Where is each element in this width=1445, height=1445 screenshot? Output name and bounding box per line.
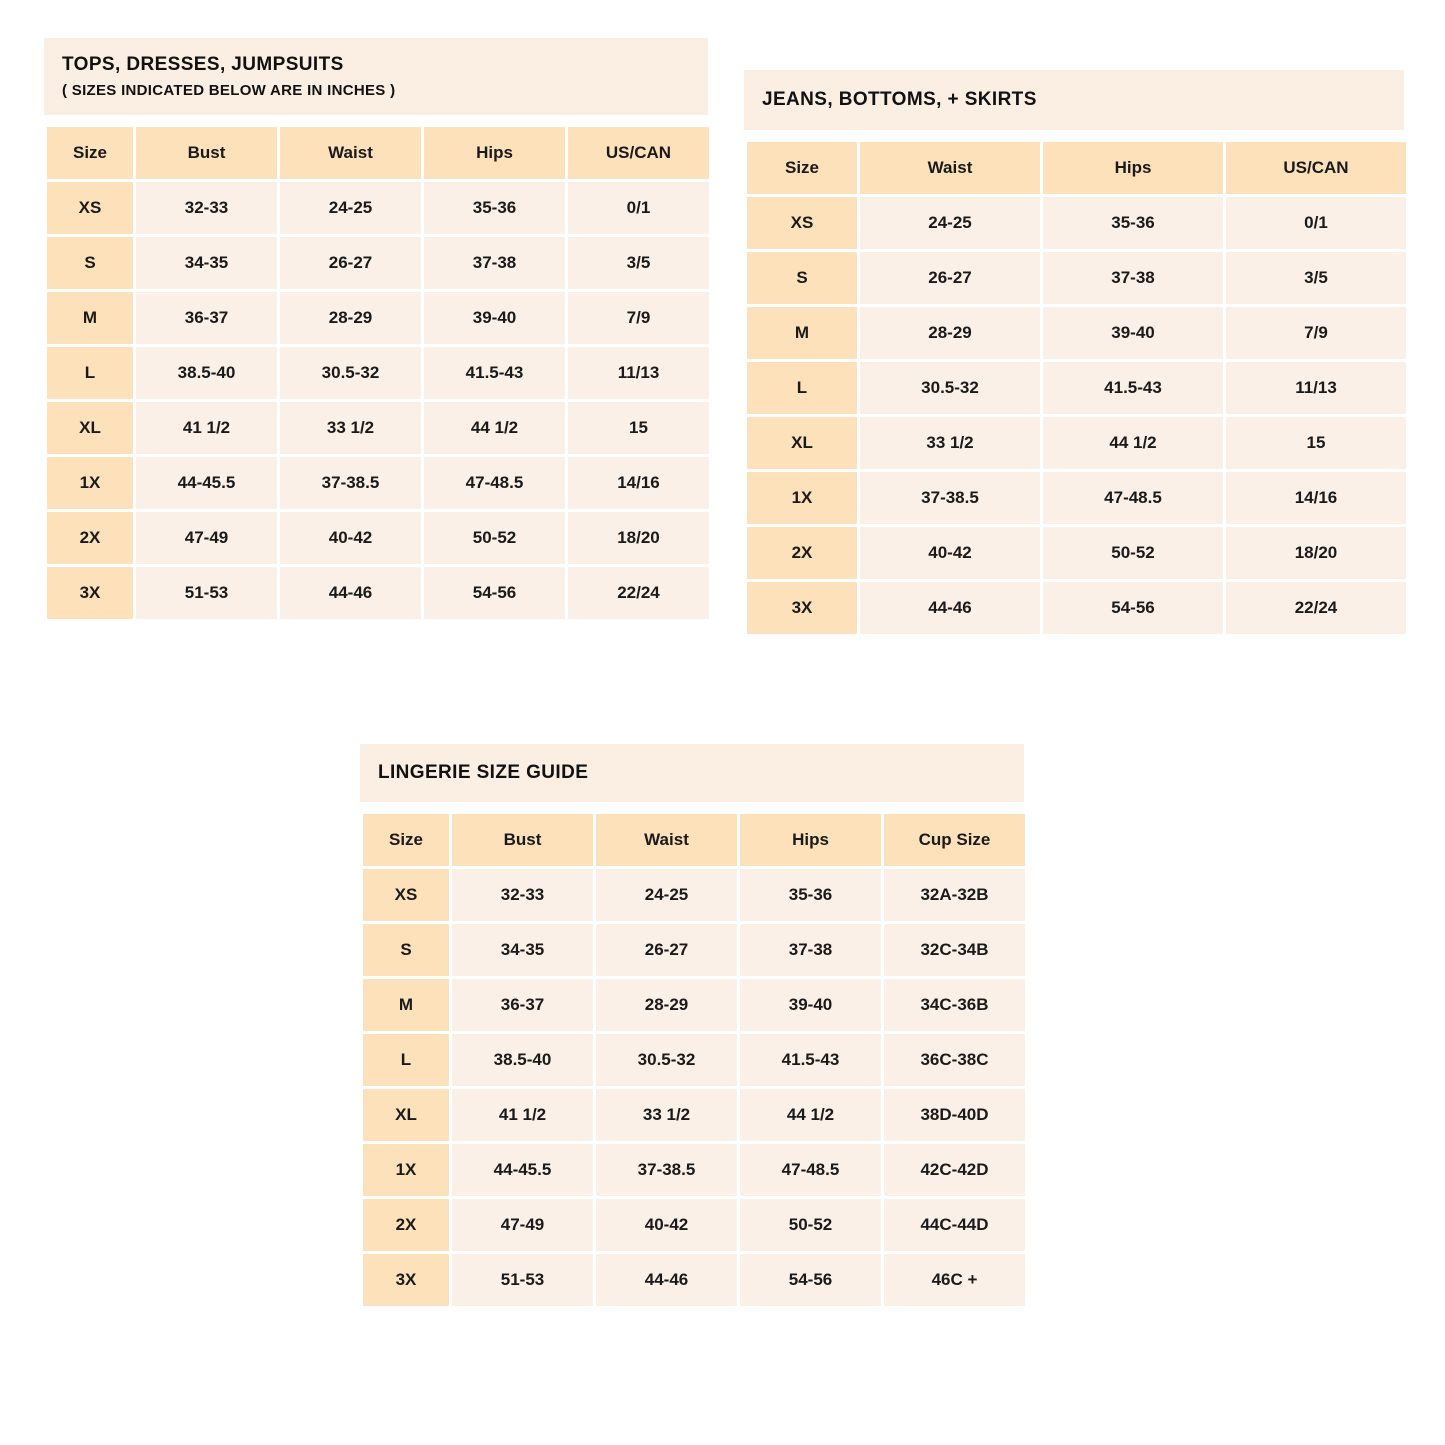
measurement-value: 26-27 — [860, 252, 1040, 304]
measurement-value: 50-52 — [740, 1199, 881, 1251]
measurement-value: 7/9 — [1226, 307, 1406, 359]
measurement-value: 11/13 — [1226, 362, 1406, 414]
measurement-value: 15 — [1226, 417, 1406, 469]
cup-size-value: 46C + — [884, 1254, 1025, 1306]
table-row — [747, 252, 1406, 304]
size-table-jeans — [744, 139, 1409, 637]
panel-title-jeans: JEANS, BOTTOMS, + SKIRTS — [762, 89, 1037, 110]
measurement-value: 40-42 — [860, 527, 1040, 579]
measurement-value: 47-49 — [452, 1199, 593, 1251]
table-row — [363, 1034, 1025, 1086]
table-row — [47, 402, 709, 454]
size-label: 1X — [47, 457, 133, 509]
cup-size-value: 36C-38C — [884, 1034, 1025, 1086]
size-label: 2X — [363, 1199, 449, 1251]
measurement-value: 7/9 — [568, 292, 709, 344]
panel-header-tops — [44, 38, 708, 115]
size-label: 2X — [747, 527, 857, 579]
table-row — [47, 182, 709, 234]
measurement-value: 33 1/2 — [860, 417, 1040, 469]
panel-title-lingerie: LINGERIE SIZE GUIDE — [378, 762, 589, 783]
size-label: XS — [47, 182, 133, 234]
measurement-value: 51-53 — [136, 567, 277, 619]
table-header-row — [747, 142, 1406, 194]
table-row — [363, 924, 1025, 976]
table-row — [47, 512, 709, 564]
size-label: XL — [47, 402, 133, 454]
column-header: Size — [363, 814, 449, 866]
measurement-value: 24-25 — [280, 182, 421, 234]
measurement-value: 54-56 — [740, 1254, 881, 1306]
measurement-value: 34-35 — [452, 924, 593, 976]
table-header-row — [47, 127, 709, 179]
panel-title-tops: TOPS, DRESSES, JUMPSUITS — [62, 54, 344, 75]
size-label: L — [363, 1034, 449, 1086]
size-label: L — [747, 362, 857, 414]
measurement-value: 47-48.5 — [1043, 472, 1223, 524]
measurement-value: 33 1/2 — [280, 402, 421, 454]
size-label: S — [47, 237, 133, 289]
column-header: Size — [47, 127, 133, 179]
table-row — [47, 237, 709, 289]
measurement-value: 22/24 — [568, 567, 709, 619]
column-header: Bust — [452, 814, 593, 866]
measurement-value: 0/1 — [568, 182, 709, 234]
measurement-value: 18/20 — [1226, 527, 1406, 579]
measurement-value: 38.5-40 — [452, 1034, 593, 1086]
measurement-value: 36-37 — [136, 292, 277, 344]
cup-size-value: 44C-44D — [884, 1199, 1025, 1251]
measurement-value: 24-25 — [596, 869, 737, 921]
measurement-value: 22/24 — [1226, 582, 1406, 634]
panel-header-jeans — [744, 70, 1404, 130]
measurement-value: 14/16 — [568, 457, 709, 509]
measurement-value: 3/5 — [568, 237, 709, 289]
cup-size-value: 34C-36B — [884, 979, 1025, 1031]
measurement-value: 32-33 — [452, 869, 593, 921]
measurement-value: 32-33 — [136, 182, 277, 234]
cup-size-value: 32A-32B — [884, 869, 1025, 921]
table-row — [363, 1089, 1025, 1141]
table-row — [363, 1144, 1025, 1196]
table-row — [47, 457, 709, 509]
measurement-value: 24-25 — [860, 197, 1040, 249]
size-label: XS — [363, 869, 449, 921]
measurement-value: 44-45.5 — [136, 457, 277, 509]
measurement-value: 37-38 — [1043, 252, 1223, 304]
measurement-value: 41 1/2 — [452, 1089, 593, 1141]
size-label: XS — [747, 197, 857, 249]
measurement-value: 41 1/2 — [136, 402, 277, 454]
table-row — [47, 292, 709, 344]
measurement-value: 28-29 — [860, 307, 1040, 359]
measurement-value: 28-29 — [596, 979, 737, 1031]
measurement-value: 44-46 — [860, 582, 1040, 634]
measurement-value: 18/20 — [568, 512, 709, 564]
measurement-value: 40-42 — [596, 1199, 737, 1251]
measurement-value: 39-40 — [424, 292, 565, 344]
table-row — [747, 527, 1406, 579]
measurement-value: 15 — [568, 402, 709, 454]
measurement-value: 41.5-43 — [1043, 362, 1223, 414]
measurement-value: 44 1/2 — [740, 1089, 881, 1141]
measurement-value: 36-37 — [452, 979, 593, 1031]
cup-size-value: 32C-34B — [884, 924, 1025, 976]
measurement-value: 50-52 — [1043, 527, 1223, 579]
measurement-value: 14/16 — [1226, 472, 1406, 524]
measurement-value: 37-38.5 — [280, 457, 421, 509]
table-row — [747, 362, 1406, 414]
size-label: 1X — [747, 472, 857, 524]
measurement-value: 44-45.5 — [452, 1144, 593, 1196]
measurement-value: 47-48.5 — [740, 1144, 881, 1196]
column-header: Hips — [1043, 142, 1223, 194]
size-label: 1X — [363, 1144, 449, 1196]
column-header: Waist — [280, 127, 421, 179]
panel-header-lingerie — [360, 744, 1024, 802]
column-header: Waist — [860, 142, 1040, 194]
measurement-value: 35-36 — [424, 182, 565, 234]
size-chart-tops — [44, 38, 712, 622]
measurement-value: 44 1/2 — [1043, 417, 1223, 469]
measurement-value: 28-29 — [280, 292, 421, 344]
size-chart-lingerie — [360, 744, 1028, 1309]
table-row — [747, 582, 1406, 634]
measurement-value: 39-40 — [1043, 307, 1223, 359]
size-table-tops — [44, 124, 712, 622]
measurement-value: 37-38 — [424, 237, 565, 289]
measurement-value: 37-38.5 — [860, 472, 1040, 524]
measurement-value: 54-56 — [1043, 582, 1223, 634]
measurement-value: 33 1/2 — [596, 1089, 737, 1141]
table-row — [747, 472, 1406, 524]
column-header: Hips — [424, 127, 565, 179]
table-row — [47, 567, 709, 619]
measurement-value: 51-53 — [452, 1254, 593, 1306]
size-label: XL — [747, 417, 857, 469]
cup-size-value: 42C-42D — [884, 1144, 1025, 1196]
measurement-value: 11/13 — [568, 347, 709, 399]
measurement-value: 44-46 — [596, 1254, 737, 1306]
size-label: 3X — [747, 582, 857, 634]
table-row — [363, 979, 1025, 1031]
measurement-value: 35-36 — [1043, 197, 1223, 249]
size-label: M — [363, 979, 449, 1031]
size-label: L — [47, 347, 133, 399]
measurement-value: 39-40 — [740, 979, 881, 1031]
size-label: S — [747, 252, 857, 304]
table-row — [363, 869, 1025, 921]
measurement-value: 30.5-32 — [596, 1034, 737, 1086]
measurement-value: 41.5-43 — [424, 347, 565, 399]
measurement-value: 35-36 — [740, 869, 881, 921]
measurement-value: 3/5 — [1226, 252, 1406, 304]
measurement-value: 41.5-43 — [740, 1034, 881, 1086]
column-header: Bust — [136, 127, 277, 179]
table-row — [747, 307, 1406, 359]
size-label: 2X — [47, 512, 133, 564]
column-header: Size — [747, 142, 857, 194]
column-header: US/CAN — [1226, 142, 1406, 194]
size-label: M — [747, 307, 857, 359]
table-row — [747, 417, 1406, 469]
table-row — [363, 1199, 1025, 1251]
size-chart-jeans — [744, 70, 1409, 637]
table-row — [47, 347, 709, 399]
column-header: Cup Size — [884, 814, 1025, 866]
measurement-value: 0/1 — [1226, 197, 1406, 249]
measurement-value: 54-56 — [424, 567, 565, 619]
measurement-value: 26-27 — [596, 924, 737, 976]
measurement-value: 44 1/2 — [424, 402, 565, 454]
measurement-value: 44-46 — [280, 567, 421, 619]
measurement-value: 38.5-40 — [136, 347, 277, 399]
cup-size-value: 38D-40D — [884, 1089, 1025, 1141]
measurement-value: 30.5-32 — [860, 362, 1040, 414]
measurement-value: 37-38 — [740, 924, 881, 976]
measurement-value: 26-27 — [280, 237, 421, 289]
panel-subtitle-tops: ( SIZES INDICATED BELOW ARE IN INCHES ) — [62, 81, 396, 99]
size-label: XL — [363, 1089, 449, 1141]
column-header: US/CAN — [568, 127, 709, 179]
size-label: S — [363, 924, 449, 976]
column-header: Waist — [596, 814, 737, 866]
measurement-value: 30.5-32 — [280, 347, 421, 399]
table-row — [747, 197, 1406, 249]
size-table-lingerie — [360, 811, 1028, 1309]
size-label: 3X — [47, 567, 133, 619]
measurement-value: 47-49 — [136, 512, 277, 564]
measurement-value: 34-35 — [136, 237, 277, 289]
table-header-row — [363, 814, 1025, 866]
measurement-value: 40-42 — [280, 512, 421, 564]
size-label: M — [47, 292, 133, 344]
measurement-value: 37-38.5 — [596, 1144, 737, 1196]
size-label: 3X — [363, 1254, 449, 1306]
column-header: Hips — [740, 814, 881, 866]
table-row — [363, 1254, 1025, 1306]
measurement-value: 50-52 — [424, 512, 565, 564]
measurement-value: 47-48.5 — [424, 457, 565, 509]
